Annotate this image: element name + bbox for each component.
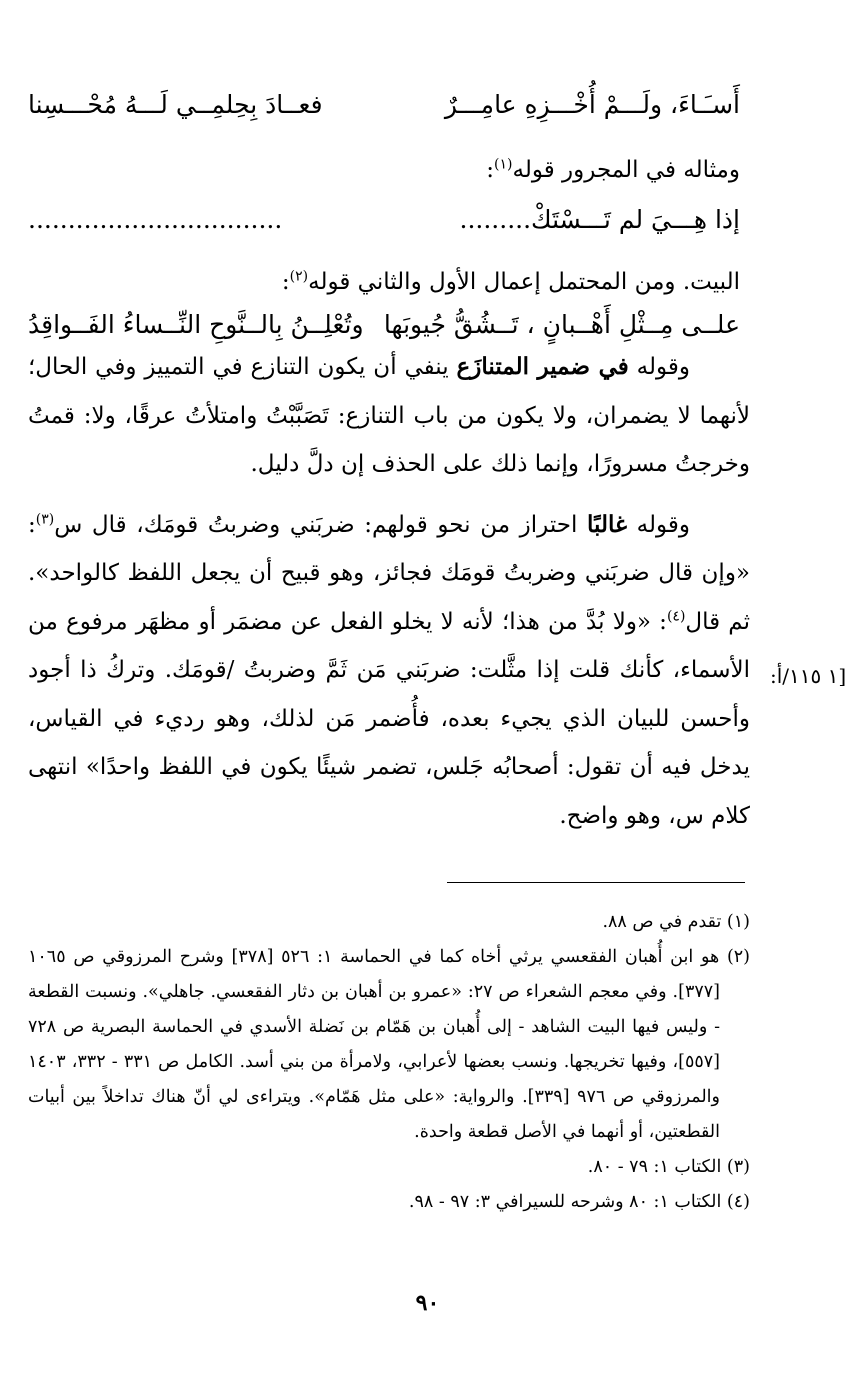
verse-3-first-hemistich: علــى مِــثْلِ أَهْــبانٍ ، تَــشُقُّ جُيوبَها bbox=[383, 310, 740, 339]
footnote-4: (٤) الكتاب ١: ٨٠ وشرحه للسيرافي ٣: ٩٧ - ٩٨. bbox=[408, 1192, 750, 1212]
verse-3-second-hemistich: وتُعْلِــنُ بِالــنَّوحِ النِّــساءُ الفَــواقِدُ bbox=[28, 310, 364, 339]
footnote-3: (٣) الكتاب ١: ٧٩ - ٨٠. bbox=[587, 1157, 750, 1177]
verse-2-second-hemistich: ................................ bbox=[28, 205, 283, 234]
intro-line-1 bbox=[486, 150, 740, 190]
intro-2-colon: : bbox=[281, 269, 290, 295]
paragraph-1-rest: ينفي أن يكون التنازع في التمييز وفي الحال؛ لأنهما لا يضمران، ولا يكون من باب التنازع: تَصَبَّبْتُ وامتلأتُ عرقًا، ولا: قمتُ وخرجتُ مسرورًا، وإنما ذلك على الحذف إن دلَّ دليل. bbox=[28, 354, 750, 477]
paragraph-2-part-3: : «ولا بُدَّ من هذا؛ لأنه لا يخلو الفعل عن مضمَر أو مظهَر مرفوع من الأسماء، كأنك قلت إذا مثَّلت: ضربَني مَن ثَمَّ وضربتُ /قومَك. وتركُ ذا أجود وأحسن للبيان الذي يجيء بعده، فأُضمر مَن لذلك، وهو رديء في القياس، يدخل فيه أن تقول: أصحابُه جَلس، تضمر شيئًا يكون في اللفظ واحدًا» انتهى كلام س، وهو واضح. bbox=[28, 608, 750, 829]
footnote-marker-1[interactable]: (١) bbox=[494, 156, 513, 173]
page-number: ٩٠ bbox=[415, 1290, 440, 1316]
footnote-marker-2[interactable]: (٢) bbox=[289, 268, 309, 285]
footnote-marker-3[interactable]: (٣) bbox=[35, 510, 55, 527]
paragraph-2-lead: وقوله bbox=[627, 511, 691, 538]
verse-line-2 bbox=[28, 195, 740, 245]
paragraph-2-part-2: : «وإن قال ضربَني وضربتُ قومَك فجائز، وهو قبيح أن يجعل اللفظ كالواحد». ثم قال bbox=[28, 511, 751, 635]
verse-2-first-hemistich: إذا هِـــيَ لم تَـــسْتَكْ......... bbox=[459, 205, 740, 234]
paragraph-1 bbox=[28, 343, 750, 489]
verse-1-first-hemistich: أَسـَـاءَ، ولَـــمْ أُخْـــزِهِ عامِـــرٌ bbox=[444, 90, 740, 119]
intro-2-text: البيت. ومن المحتمل إعمال الأول والثاني قوله bbox=[308, 269, 740, 295]
paragraph-2 bbox=[28, 501, 750, 841]
main-text bbox=[28, 343, 750, 852]
verse-1-second-hemistich: فعــادَ بِحِلمِــي لَـــهُ مُحْـــسِنا bbox=[28, 90, 323, 119]
intro-1-text: ومثاله في المجرور قوله bbox=[512, 157, 740, 183]
intro-line-2 bbox=[282, 262, 740, 302]
paragraph-1-lead: وقوله bbox=[628, 354, 691, 380]
footnotes bbox=[28, 905, 750, 1220]
footnote-1: (١) تقدم في ص ٨٨. bbox=[602, 912, 750, 932]
paragraph-1-keyword: في ضمير المتنازَع bbox=[456, 353, 629, 380]
footnote-marker-4[interactable]: (٤) bbox=[666, 607, 686, 624]
footnote-2: (٢) هو ابن أُهبان الفقعسي يرثي أخاه كما في الحماسة ١: ٥٢٦ [٣٧٨] وشرح المرزوقي ص ١٠٦٥ [٣٧٧]. وفي معجم الشعراء ص ٢٧: «عمرو بن أهبان بن دثار الفقعسي. جاهلي». ونسبت القطعة - وليس فيها البيت الشاهد - إلى أُهبان بن هَمّام بن نَضلة الأسدي في الحماسة البصرية ص ٧٢٨ [٥٥٧]، وفيها تخريجها. ونسب بعضها لأعرابي، ولامرأة من بني أسد. الكامل ص ٣٣١ - ٣٣٢، ١٤٠٣ والمرزوقي ص ٩٧٦ [٣٣٩]. والرواية: «على مثل هَمّام». ويتراءى لي أنّ هناك تداخلاً بين أبيات القطعتين، أو أنهما في الأصل قطعة واحدة. bbox=[28, 947, 750, 1142]
verse-line-1 bbox=[28, 80, 740, 130]
paragraph-2-part-1: احتراز من نحو قولهم: ضربَني وضربتُ قومَك، قال س bbox=[54, 511, 588, 538]
intro-1-colon: : bbox=[486, 157, 495, 183]
paragraph-2-keyword: غالبًا bbox=[587, 510, 628, 538]
manuscript-folio-reference: :١ ١١٥/أ] bbox=[770, 664, 847, 688]
footnote-separator bbox=[447, 882, 745, 883]
